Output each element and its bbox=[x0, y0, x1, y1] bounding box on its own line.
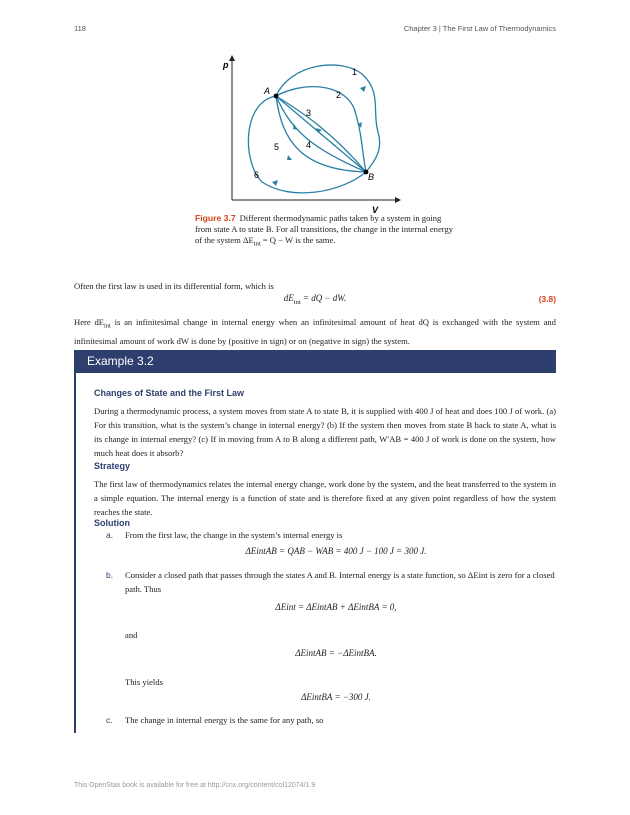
example-title: Example 3.2 bbox=[87, 354, 154, 368]
item-c-label: c. bbox=[106, 715, 113, 725]
figure-caption bbox=[195, 213, 455, 250]
path-label-3: 3 bbox=[306, 108, 312, 118]
item-b-text: Consider a closed path that passes through the states A and B. Internal energy is a state function, so ΔEint is zero for a closed path. Thus bbox=[125, 570, 555, 594]
equation-3-8 bbox=[74, 293, 556, 306]
equation-b1: ΔEint = ΔEintAB + ΔEintBA = 0, bbox=[275, 602, 397, 612]
item-b-label: b. bbox=[106, 570, 114, 580]
and-word: and bbox=[125, 630, 138, 640]
page-number: 118 bbox=[74, 24, 86, 33]
path-straight bbox=[276, 96, 366, 172]
solution-heading: Solution bbox=[94, 518, 130, 528]
item-a-label: a. bbox=[106, 530, 114, 540]
path-label-1: 1 bbox=[352, 67, 358, 77]
axis-y-label: p bbox=[223, 60, 229, 70]
equation-a: ΔEintAB = QAB − WAB = 400 J − 100 J = 300 J. bbox=[245, 546, 427, 556]
here-b: is an infinitesimal change in internal energy when an infinitesimal amount of heat dQ is exchanged with the system and infinitesimal amount of work dW is done by (positive in sign) or on (negative in sign) the system. bbox=[74, 317, 556, 346]
path-label-4: 4 bbox=[306, 140, 312, 150]
path-label-6: 6 bbox=[254, 170, 260, 180]
strategy-heading: Strategy bbox=[94, 461, 131, 471]
path-label-5: 5 bbox=[274, 142, 280, 152]
point-a-label: A bbox=[264, 86, 271, 96]
strategy-text: The first law of thermodynamics relates the internal energy change, work done by the system, and the heat transferred to the system in a simple equation. The internal energy is a function of state and is therefore fixed at any given point regardless of how the system reaches the state. bbox=[94, 479, 556, 517]
chapter-title: Chapter 3 | The First Law of Thermodynamics bbox=[403, 24, 556, 33]
pv-diagram bbox=[222, 52, 402, 215]
here-paragraph bbox=[74, 315, 556, 348]
here-sub: int bbox=[104, 322, 111, 330]
caption-sub: int bbox=[253, 241, 261, 249]
eq38-rest: = dQ − dW. bbox=[300, 293, 347, 303]
arrow-1 bbox=[360, 86, 366, 92]
caption-end: = Q − W is the same. bbox=[260, 235, 336, 246]
intro-text: Often the first law is used in its differential form, which is bbox=[74, 281, 274, 291]
eq38-sub: int bbox=[293, 298, 301, 306]
caption-text: Different thermodynamic paths taken by a system in going from state A to state B. For all transitions, the change in the internal energy of the system ΔE bbox=[195, 213, 454, 246]
here-a: Here dE bbox=[74, 317, 104, 327]
yields-text: This yields bbox=[125, 677, 163, 687]
problem-text: During a thermodynamic process, a system moves from state A to state B, it is supplied with 400 J of heat and does 100 J of work. (a) For this transition, what is the system’s change in internal energy? (b) If the system then moves from state B back to state A, what is its change in internal energy? (c) If in moving from A to B along a different path, W′AB = 400 J of work is done on the system, how much heat does it absorb? bbox=[94, 406, 556, 458]
equation-number: (3.8) bbox=[538, 294, 556, 304]
example-heading: Changes of State and the First Law bbox=[94, 388, 245, 398]
footer-text: This OpenStax book is available for free at http://cnx.org/content/col12074/1.9 bbox=[74, 782, 316, 789]
arrow-5 bbox=[287, 155, 292, 160]
point-b-label: B bbox=[368, 172, 375, 182]
equation-b2: ΔEintAB = −ΔEintBA. bbox=[295, 648, 377, 658]
path-label-2: 2 bbox=[336, 90, 342, 100]
example-left-rule bbox=[74, 373, 76, 733]
axis-x-label: V bbox=[372, 205, 379, 215]
item-a-text: From the first law, the change in the system’s internal energy is bbox=[125, 530, 343, 540]
figure-label: Figure 3.7 bbox=[195, 213, 236, 223]
equation-b3: ΔEintBA = −300 J. bbox=[301, 692, 371, 702]
point-a bbox=[274, 94, 279, 99]
item-c-text: The change in internal energy is the same for any path, so bbox=[125, 715, 324, 725]
eq38-main: dE bbox=[283, 293, 294, 303]
arrow-6 bbox=[272, 180, 278, 186]
